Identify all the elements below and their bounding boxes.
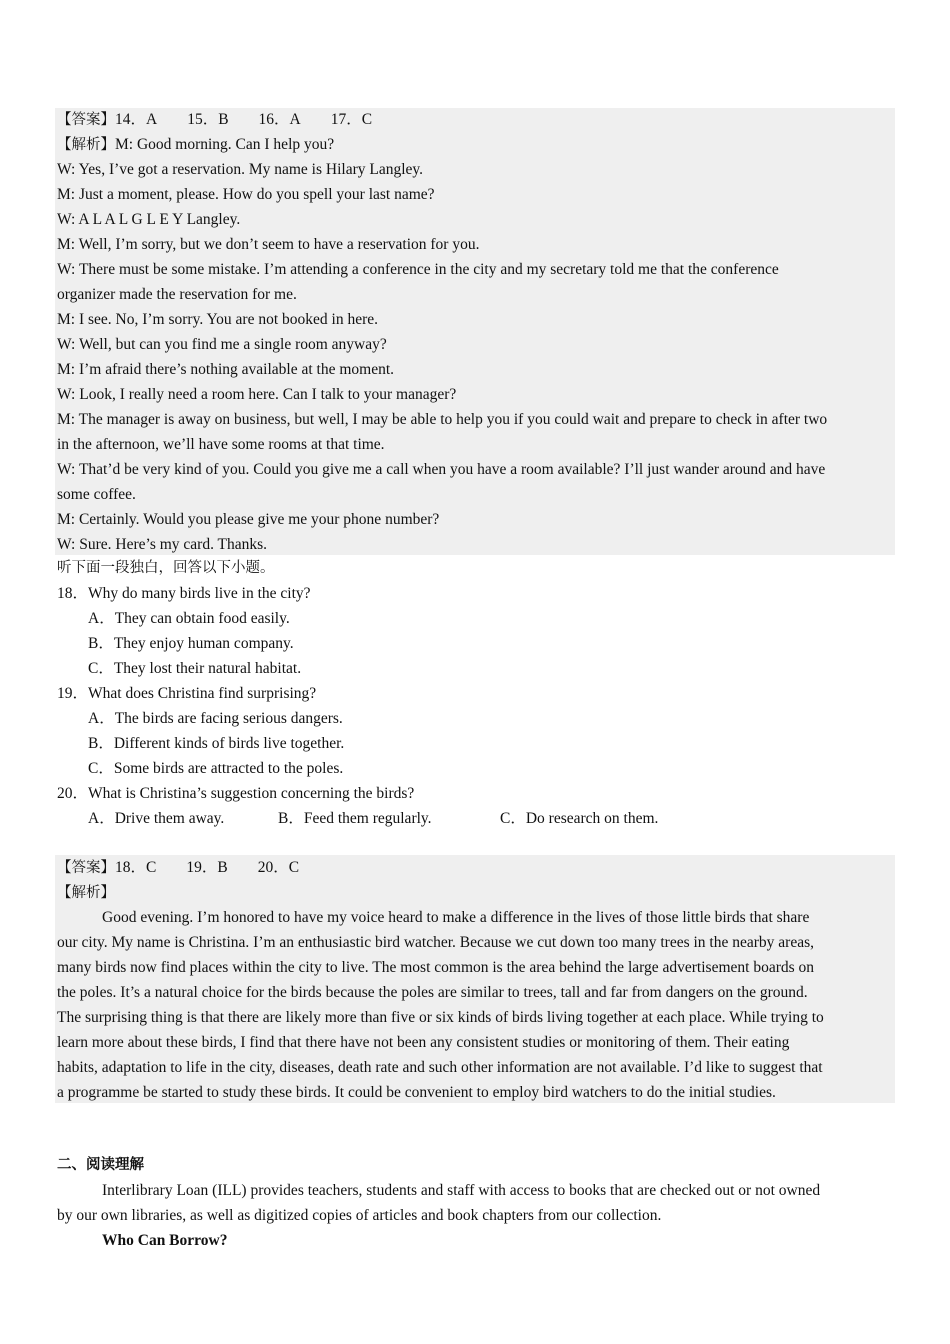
monologue-line: learn more about these birds, I find that there have not been any consistent studies or monitoring of them. Their eating <box>57 1034 790 1051</box>
dialogue-line: M: Just a moment, please. How do you spell your last name? <box>57 186 435 203</box>
analysis-label: 【解析】 <box>57 137 115 153</box>
option-18-a: A．They can obtain food easily. <box>88 610 290 627</box>
analysis-label: 【解析】 <box>57 885 115 901</box>
option-18-b: B．They enjoy human company. <box>88 635 294 652</box>
question-19: 19．What does Christina find surprising? <box>57 685 317 702</box>
dialogue-line: W: Sure. Here’s my card. Thanks. <box>57 536 268 553</box>
option-19-b: B．Different kinds of birds live together. <box>88 735 345 752</box>
option-19-a: A．The birds are facing serious dangers. <box>88 710 343 727</box>
analysis-line <box>57 132 895 157</box>
option-20-c: C．Do research on them. <box>500 810 659 827</box>
dialogue-line: some coffee. <box>57 486 136 503</box>
monologue-line: Good evening. I’m honored to have my voice heard to make a difference in the lives of those little birds that share <box>102 909 810 926</box>
option-20-b: B．Feed them regularly. <box>278 810 432 827</box>
reading-paragraph-line: Interlibrary Loan (ILL) provides teachers, students and staff with access to books that are checked out or not owned <box>102 1182 821 1199</box>
dialogue-line: W: Well, but can you find me a single room anyway? <box>57 336 387 353</box>
dialogue-line: organizer made the reservation for me. <box>57 286 297 303</box>
question-20: 20．What is Christina’s suggestion concerning the birds? <box>57 785 415 802</box>
dialogue-line: W: Yes, I’ve got a reservation. My name is Hilary Langley. <box>57 161 424 178</box>
reading-paragraph-line: by our own libraries, as well as digitized copies of articles and book chapters from our collection. <box>57 1207 662 1224</box>
answer-item: 15．B <box>187 111 229 128</box>
answer-item: 14．A <box>115 111 158 128</box>
monologue-line: The surprising thing is that there are likely more than five or six kinds of birds living together at each place. While trying to <box>57 1009 824 1026</box>
option-20-a: A．Drive them away. <box>88 810 225 827</box>
analysis-label-2 <box>57 880 895 905</box>
answer-item: 19．B <box>186 859 228 876</box>
dialogue-line: M: Certainly. Would you please give me your phone number? <box>57 511 440 528</box>
answer-item: 16．A <box>258 111 301 128</box>
question-20-options <box>88 806 895 831</box>
dialogue-line: in the afternoon, we’ll have some rooms at that time. <box>57 436 385 453</box>
dialogue-line: M: The manager is away on business, but well, I may be able to help you if you could wait and prepare to check in after two <box>57 411 828 428</box>
dialogue-line: W: A L A L G L E Y Langley. <box>57 211 241 228</box>
monologue-instruction: 听下面一段独白，回答以下小题。 <box>57 560 275 576</box>
monologue-line: the poles. It’s a natural choice for the birds because the poles are similar to trees, tall and far from dangers on the ground. <box>57 984 808 1001</box>
dialogue-line: M: I’m afraid there’s nothing available at the moment. <box>57 361 395 378</box>
dialogue-line: W: Look, I really need a room here. Can I talk to your manager? <box>57 386 457 403</box>
answer-label: 【答案】 <box>57 860 115 876</box>
answer-line-1 <box>57 107 895 132</box>
answer-item: 18．C <box>115 859 157 876</box>
dialogue-line: M: Well, I’m sorry, but we don’t seem to have a reservation for you. <box>57 236 480 253</box>
monologue-line: many birds now find places within the city to live. The most common is the area behind the large advertisement boards on <box>57 959 815 976</box>
reading-subheading: Who Can Borrow? <box>102 1232 228 1249</box>
monologue-line: a programme be started to study these birds. It could be convenient to employ bird watchers to do the initial studies. <box>57 1084 776 1101</box>
monologue-line: our city. My name is Christina. I’m an enthusiastic bird watcher. Because we cut down too many trees in the nearby areas, <box>57 934 814 951</box>
dialogue-line: M: I see. No, I’m sorry. You are not booked in here. <box>57 311 378 328</box>
dialogue-line: W: That’d be very kind of you. Could you give me a call when you have a room available? I’ll just wander around and have <box>57 461 826 478</box>
answer-line-2 <box>57 855 895 880</box>
question-18: 18．Why do many birds live in the city? <box>57 585 311 602</box>
option-18-c: C．They lost their natural habitat. <box>88 660 302 677</box>
section-heading: 二、阅读理解 <box>57 1157 144 1173</box>
dialogue-line: M: Good morning. Can I help you? <box>115 136 335 153</box>
answer-item: 17．C <box>330 111 373 128</box>
dialogue-line: W: There must be some mistake. I’m attending a conference in the city and my secretary told me that the conference <box>57 261 779 278</box>
answer-item: 20．C <box>257 859 300 876</box>
monologue-line: habits, adaptation to life in the city, diseases, death rate and such other information are not available. I’d like to suggest that <box>57 1059 823 1076</box>
answer-label: 【答案】 <box>57 112 115 128</box>
option-19-c: C．Some birds are attracted to the poles. <box>88 760 344 777</box>
